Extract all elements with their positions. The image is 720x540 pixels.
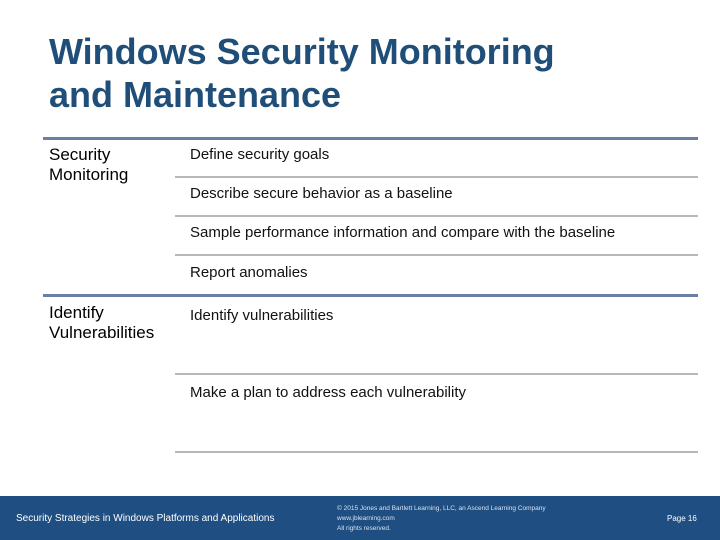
website-line: www.jblearning.com	[337, 515, 395, 522]
section-label-security-monitoring: Security Monitoring	[49, 145, 129, 184]
row-divider	[175, 451, 698, 453]
row-divider	[175, 215, 698, 217]
section-divider	[43, 137, 698, 140]
list-item: Identify vulnerabilities	[190, 307, 334, 324]
section-divider	[43, 294, 698, 297]
course-title: Security Strategies in Windows Platforms and Applications	[16, 513, 275, 524]
slide-title-line: and Maintenance	[49, 74, 342, 115]
footer-bar	[0, 496, 720, 540]
slide-title-line: Windows Security Monitoring	[49, 31, 555, 72]
copyright-notice	[337, 504, 546, 534]
row-divider	[175, 176, 698, 178]
list-item: Make a plan to address each vulnerability	[190, 384, 466, 401]
slide-title	[49, 30, 689, 116]
list-item: Sample performance information and compare with the baseline	[190, 224, 616, 241]
page-number	[667, 514, 697, 524]
rights-line: All rights reserved.	[337, 525, 391, 532]
copyright-line: © 2015 Jones and Bartlett Learning, LLC, an Ascend Learning Company	[337, 505, 546, 512]
list-item: Define security goals	[190, 146, 330, 163]
page-value: 16	[687, 514, 697, 523]
list-item: Report anomalies	[190, 264, 308, 281]
row-divider	[175, 254, 698, 256]
section-label-identify-vulnerabilities: Identify Vulnerabilities	[49, 303, 155, 342]
list-item: Describe secure behavior as a baseline	[190, 185, 453, 202]
row-divider	[175, 373, 698, 375]
page-label: Page	[667, 514, 686, 523]
